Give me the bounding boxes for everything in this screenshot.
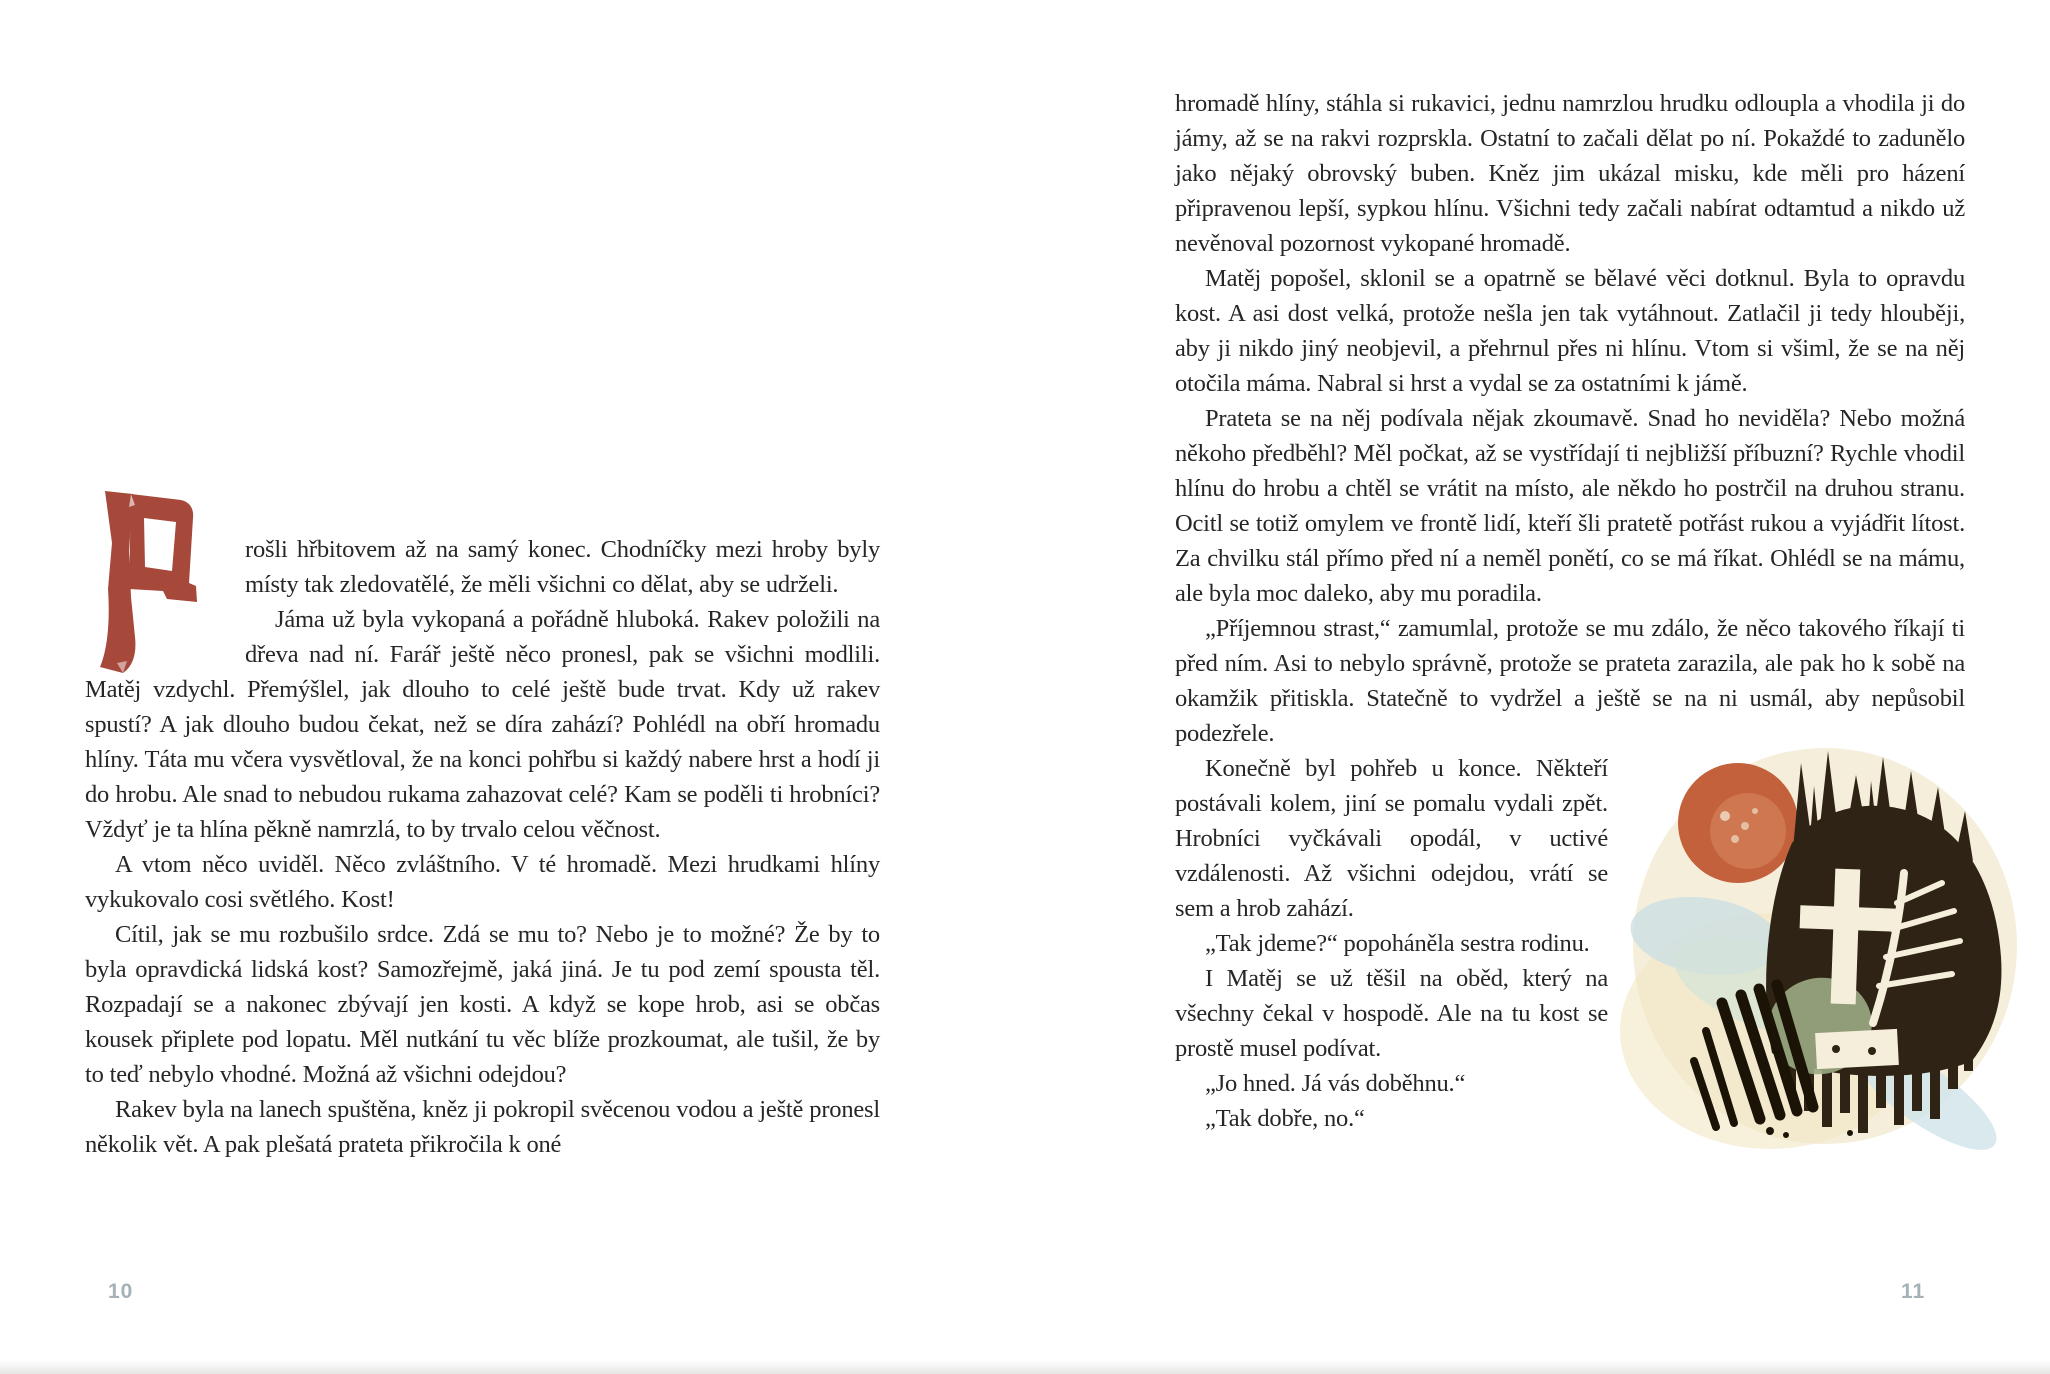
scan-edge-shadow: [0, 1360, 2050, 1374]
paragraph: Cítil, jak se mu rozbušilo srdce. Zdá se mu to? Nebo je to možné? Že by to byla opravdická lidská kost? Samozřejmě, jaká jiná. Je tu pod zemí spousta těl. Rozpadají se a nakonec zbývají jen kosti. A když se kope hrob, asi se občas kousek připlete pod lopatu. Měl nutkání tu věc blíže prozkoumat, ale tušil, že by to teď nebylo vhodné. Možná až všichni odejdou?: [85, 921, 880, 1088]
coffin-icon: [1815, 1029, 1899, 1069]
paragraph: A vtom něco uviděl. Něco zvláštního. V té hromadě. Mezi hrudkami hlíny vykukovalo cosi světlého. Kost!: [85, 851, 880, 913]
paragraph: Konečně byl pohřeb u konce. Někteří postávali kolem, jiní se pomalu vydali zpět. Hrobníci vyčkávali opodál, v uctivé vzdálenosti. Až všichni odejdou, vrátí se sem a hrob zahází.: [1175, 755, 1608, 922]
paragraph: Jáma už byla vykopaná a pořádně hluboká. Rakev položili na dřeva nad ní. Farář ještě něco pronesl, pak se všichni modlili. Matěj vzdychl. Přemýšlel, jak dlouho to celé ještě bude trvat. Kdy už rakev spustí? A jak dlouho budou čekat, než se díra zahází? Pohlédl na obří hromadu hlíny. Táta mu včera vysvětloval, že na konci pohřbu si každý nabere hrst a hodí ji do hrobu. Ale snad to nebudou rukama zahazovat celé? Kam se poděli ti hrobníci? Vždyť je ta hlína pěkně namrzlá, to by trvalo celou věčnost.: [85, 606, 880, 843]
paragraph: „Příjemnou strast,“ zamumlal, protože se mu zdálo, že něco takového říkají ti před ním. Asi to nebylo správně, protože se prateta zarazila, ale pak ho k sobě na okamžik přitiskla. Statečně to vydržel a ještě se na ni usmál, aby nepůsobil podezřele.: [1175, 615, 1965, 747]
paragraph: Matěj popošel, sklonil se a opatrně se bělavé věci dotknul. Byla to opravdu kost. A asi dost velká, protože nešla jen tak vytáhnout. Zatlačil ji tedy hlouběji, aby ji nikdo jiný neobjevil, a přehrnul přes ni hlínu. Vtom si všiml, že se na něj otočila máma. Nabral si hrst a vydal se za ostatními k jámě.: [1175, 265, 1965, 397]
paragraph: „Jo hned. Já vás doběhnu.“: [1205, 1070, 1466, 1097]
right-text-column: [1175, 86, 1965, 1136]
paragraph: Rakev byla na lanech spuštěna, kněz ji pokropil svěcenou vodou a ještě pronesl několik vět. A pak plešatá prateta přikročila k oné: [85, 1096, 880, 1158]
paragraph: „Tak jdeme?“ popoháněla sestra rodinu.: [1205, 930, 1590, 957]
woodcut-grave-illustration-icon: [1620, 731, 2020, 1146]
paragraph: „Tak dobře, no.“: [1205, 1105, 1365, 1132]
woodcut-dropcap-p-icon: [87, 485, 217, 680]
paragraph: Prateta se na něj podívala nějak zkoumavě. Snad ho neviděla? Nebo možná někoho předběhl? Měl počkat, až se vystřídají ti nejbližší příbuzní? Rychle vhodil hlínu do hrobu a chtěl se vrátit na místo, ale někdo ho postrčil na druhou stranu. Ocitl se totiž omylem ve frontě lidí, kteří šli pratetě potřást rukou a vyjádřit lítost. Za chvilku stál přímo před ní a neměl ponětí, co se má říkat. Ohlédl se na mámu, ale byla moc daleko, aby mu poradila.: [1175, 405, 1965, 607]
grave-illustration: [1620, 731, 1965, 1129]
page-number-right: 11: [1901, 1280, 1926, 1303]
page-number-left: 10: [108, 1280, 134, 1303]
sun-icon: [1678, 763, 1798, 883]
left-text-column: [85, 532, 880, 1162]
paragraph: I Matěj se už těšil na oběd, který na všechny čekal v hospodě. Ale na tu kost se prostě musel podívat.: [1175, 965, 1608, 1062]
paragraph: hromadě hlíny, stáhla si rukavici, jednu namrzlou hrudku odloupla a vhodila ji do jámy, až se na rakvi rozprskla. Ostatní to začali dělat po ní. Pokaždé to zadunělo jako nějaký obrovský buben. Kněz jim ukázal misku, kde měli pro házení připravenou lepší, sypkou hlínu. Všichni tedy začali nabírat odtamtud a nikdo už nevěnoval pozornost vykopané hromadě.: [1175, 90, 1965, 257]
dropcap-letter-p: [85, 532, 233, 670]
paragraph: rošli hřbitovem až na samý konec. Chodníčky mezi hroby byly místy tak zledovatělé, že měli všichni co dělat, aby se udrželi.: [245, 536, 880, 598]
